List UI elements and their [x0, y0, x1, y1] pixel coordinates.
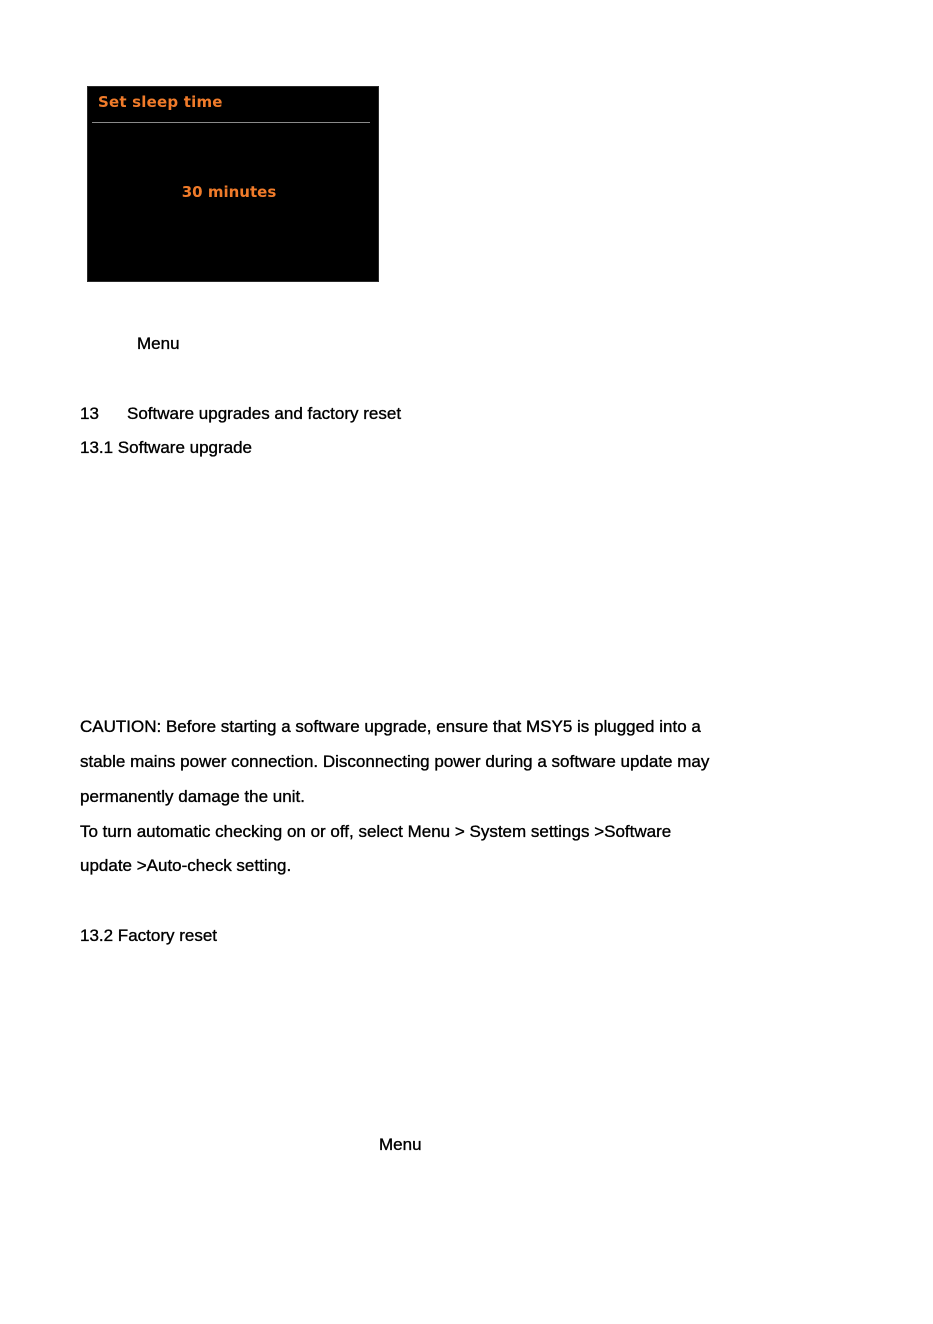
caution-line-1: CAUTION: Before starting a software upgrade, ensure that MSY5 is plugged into a	[80, 717, 701, 736]
screen-divider	[92, 122, 370, 123]
auto-check-line-1: To turn automatic checking on or off, select Menu > System settings >Software	[80, 822, 672, 841]
section-13-number: 13	[80, 404, 99, 423]
menu-label-2: Menu	[379, 1135, 422, 1154]
caution-line-3: permanently damage the unit.	[80, 787, 305, 806]
screen-title: Set sleep time	[98, 93, 223, 111]
section-13-2-title: 13.2 Factory reset	[80, 926, 218, 945]
device-screen	[87, 86, 379, 282]
screen-sleep-value: 30 minutes	[181, 183, 277, 201]
caution-line-2: stable mains power connection. Disconnecting power during a software update may	[80, 752, 710, 771]
section-13-1-title: 13.1 Software upgrade	[80, 438, 253, 457]
menu-label: Menu	[137, 334, 180, 353]
section-13-title: Software upgrades and factory reset	[127, 404, 402, 423]
auto-check-line-2: update >Auto-check setting.	[80, 856, 292, 875]
